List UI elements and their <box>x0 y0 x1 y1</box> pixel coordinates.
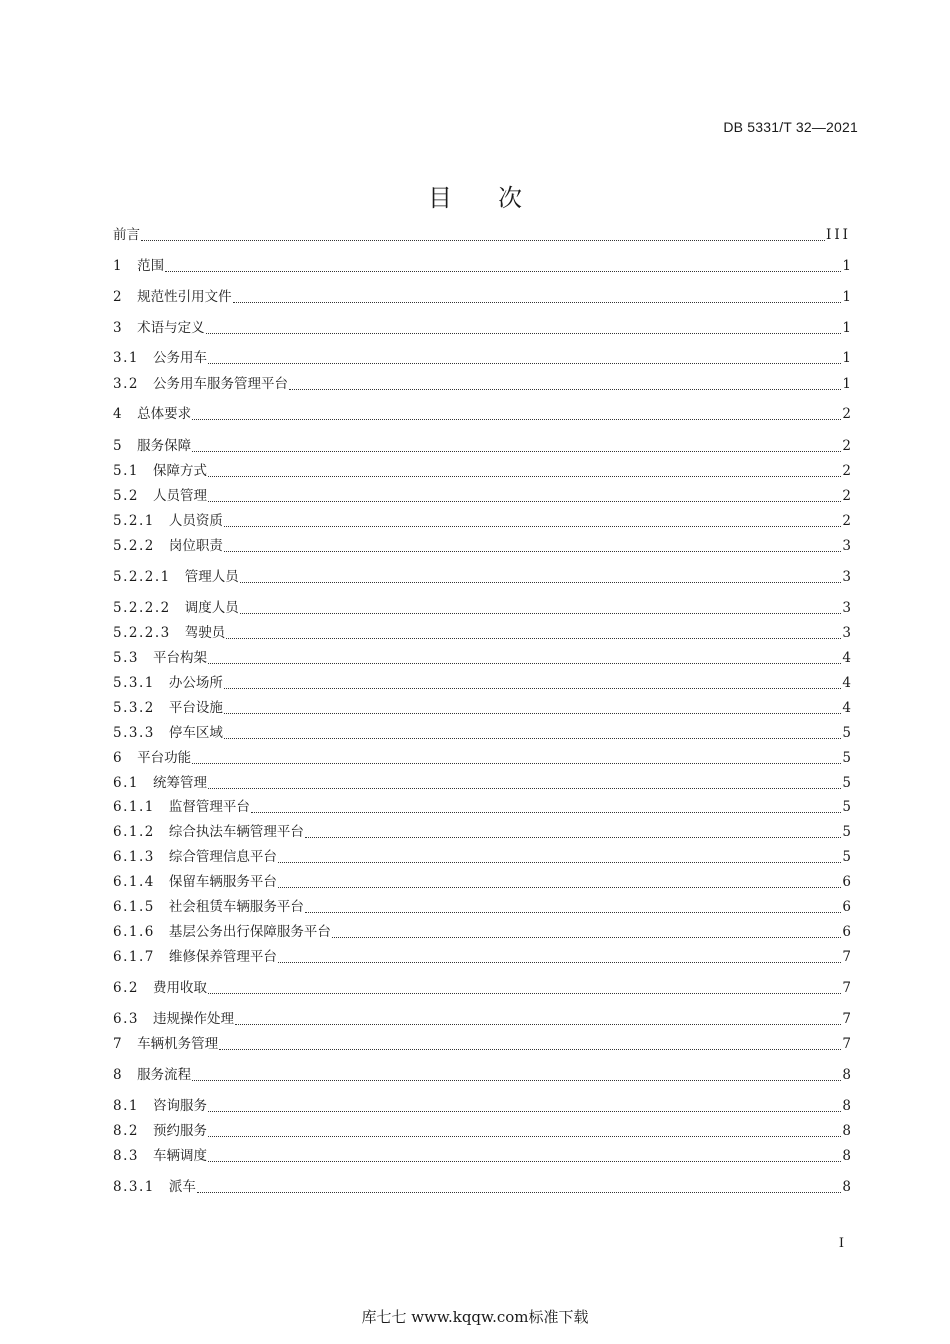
toc-entry-title: 管理人员 <box>184 569 239 585</box>
toc-leader-dots <box>208 475 841 477</box>
toc-entry-number: 7 <box>113 1036 124 1052</box>
toc-entry[interactable] <box>113 1178 851 1196</box>
toc-entry-page: 4 <box>842 675 851 691</box>
toc-leader-dots <box>251 811 842 813</box>
toc-entry-page: 2 <box>842 438 851 454</box>
toc-entry-number: 5.3.3 <box>113 725 155 741</box>
toc-entry-title: 预约服务 <box>152 1123 207 1139</box>
toc-leader-dots <box>192 450 841 452</box>
toc-entry[interactable] <box>113 462 851 480</box>
toc-entry-title: 范围 <box>137 258 165 274</box>
toc-entry-page: 6 <box>842 924 851 940</box>
toc-entry-title: 费用收取 <box>152 980 207 996</box>
toc-entry-number: 3.2 <box>113 376 139 392</box>
toc-entry-title: 驾驶员 <box>184 625 226 641</box>
toc-entry[interactable] <box>113 1122 851 1140</box>
toc-leader-dots <box>208 787 841 789</box>
toc-entry-title: 岗位职责 <box>168 538 223 554</box>
toc-entry-number: 6.1.5 <box>113 899 155 915</box>
toc-leader-dots <box>240 581 842 583</box>
toc-leader-dots <box>219 1048 841 1050</box>
toc-entry[interactable] <box>113 1035 851 1053</box>
toc-entry-page: 3 <box>842 600 851 616</box>
toc-entry-page: 3 <box>842 625 851 641</box>
toc-leader-dots <box>208 362 841 364</box>
toc-entry-title: 服务保障 <box>137 438 192 454</box>
toc-entry-page: 4 <box>842 650 851 666</box>
toc-leader-dots <box>208 500 841 502</box>
toc-entry[interactable] <box>113 257 851 275</box>
toc-leader-dots <box>224 737 842 739</box>
toc-entry-number: 6.1.2 <box>113 824 155 840</box>
toc-entry[interactable] <box>113 375 851 393</box>
toc-entry[interactable] <box>113 699 851 717</box>
toc-leader-dots <box>332 936 842 938</box>
toc-entry-number: 5.3.2 <box>113 700 155 716</box>
toc-entry-page: 1 <box>842 376 851 392</box>
toc-entry[interactable] <box>113 898 851 916</box>
toc-entry[interactable] <box>113 319 851 337</box>
toc-entry-number: 5.2.2.3 <box>113 625 171 641</box>
toc-entry-number: 3.1 <box>113 350 139 366</box>
toc-entry[interactable] <box>113 848 851 866</box>
toc-entry[interactable] <box>113 599 851 617</box>
toc-entry-title: 公务用车 <box>152 350 207 366</box>
toc-entry[interactable] <box>113 749 851 767</box>
toc-entry[interactable] <box>113 774 851 792</box>
toc-entry-number: 8.3 <box>113 1148 139 1164</box>
toc-entry-title: 停车区域 <box>168 725 223 741</box>
toc-entry-number: 5.2.1 <box>113 513 155 529</box>
toc-entry-title: 平台设施 <box>168 700 223 716</box>
toc-entry-title: 维修保养管理平台 <box>168 949 277 965</box>
toc-entry-page: 8 <box>842 1179 851 1195</box>
toc-entry-number: 2 <box>113 289 124 305</box>
toc-entry-number: 5.3.1 <box>113 675 155 691</box>
toc-entry-page: 2 <box>842 513 851 529</box>
toc-leader-dots <box>192 762 841 764</box>
toc-leader-dots <box>224 525 842 527</box>
watermark-text: 库七七 www.kqqw.com标准下载 <box>361 1308 589 1326</box>
toc-entry-number: 8.2 <box>113 1123 139 1139</box>
toc-leader-dots <box>235 1023 841 1025</box>
toc-entry-title: 办公场所 <box>168 675 223 691</box>
toc-entry[interactable] <box>113 437 851 455</box>
toc-leader-dots <box>289 388 841 390</box>
toc-entry-title: 人员资质 <box>168 513 223 529</box>
toc-leader-dots <box>240 612 842 614</box>
toc-entry-number: 8.3.1 <box>113 1179 155 1195</box>
toc-entry-page: 2 <box>842 463 851 479</box>
toc-leader-dots <box>208 662 841 664</box>
toc-entry-page: 5 <box>842 824 851 840</box>
toc-entry-number: 5.2.2 <box>113 538 155 554</box>
toc-entry-number: 6.1 <box>113 775 139 791</box>
toc-entry[interactable] <box>113 1097 851 1115</box>
toc-entry-number: 5.2 <box>113 488 139 504</box>
toc-entry[interactable] <box>113 487 851 505</box>
toc-entry[interactable] <box>113 649 851 667</box>
toc-entry[interactable] <box>113 873 851 891</box>
toc-entry-number: 6 <box>113 750 124 766</box>
toc-entry-page: III <box>826 227 851 243</box>
toc-entry-title: 规范性引用文件 <box>137 289 232 305</box>
toc-entry-number: 6.2 <box>113 980 139 996</box>
toc-entry-title: 保障方式 <box>152 463 207 479</box>
toc-entry-page: 1 <box>842 258 851 274</box>
toc-entry-page: 6 <box>842 874 851 890</box>
toc-leader-dots <box>224 687 842 689</box>
toc-leader-dots <box>208 1160 841 1162</box>
toc-entry-title: 咨询服务 <box>152 1098 207 1114</box>
toc-entry-title: 社会租赁车辆服务平台 <box>168 899 304 915</box>
toc-leader-dots <box>165 270 841 272</box>
toc-entry[interactable] <box>113 674 851 692</box>
toc-entry-number: 1 <box>113 258 124 274</box>
toc-entry-number: 5.2.2.2 <box>113 600 171 616</box>
toc-leader-dots <box>305 836 842 838</box>
document-code: DB 5331/T 32—2021 <box>723 119 858 135</box>
toc-entry-title: 调度人员 <box>184 600 239 616</box>
toc-entry-page: 3 <box>842 538 851 554</box>
toc-entry[interactable] <box>113 226 851 244</box>
toc-entry-page: 5 <box>842 799 851 815</box>
toc-leader-dots <box>197 1191 842 1193</box>
toc-entry[interactable] <box>113 948 851 966</box>
toc-leader-dots <box>305 911 842 913</box>
toc-entry-number: 5.3 <box>113 650 139 666</box>
toc-entry-number: 6.1.3 <box>113 849 155 865</box>
toc-leader-dots <box>206 332 842 334</box>
toc-leader-dots <box>141 239 825 241</box>
toc-entry-page: 8 <box>842 1148 851 1164</box>
toc-leader-dots <box>208 992 841 994</box>
toc-entry-title: 术语与定义 <box>137 320 205 336</box>
toc-entry-number: 6.3 <box>113 1011 139 1027</box>
toc-leader-dots <box>208 1110 841 1112</box>
toc-entry-title: 保留车辆服务平台 <box>168 874 277 890</box>
toc-entry-page: 5 <box>842 725 851 741</box>
toc-entry[interactable] <box>113 1066 851 1084</box>
toc-entry[interactable] <box>113 288 851 306</box>
toc-entry-number: 5.1 <box>113 463 139 479</box>
toc-entry-page: 1 <box>842 320 851 336</box>
toc-leader-dots <box>192 1079 841 1081</box>
toc-entry-page: 5 <box>842 775 851 791</box>
toc-entry[interactable] <box>113 823 851 841</box>
toc-entry[interactable] <box>113 798 851 816</box>
toc-entry-title: 公务用车服务管理平台 <box>152 376 288 392</box>
toc-entry-title: 车辆机务管理 <box>137 1036 219 1052</box>
page-number: I <box>838 1236 844 1251</box>
toc-entry[interactable] <box>113 405 851 423</box>
toc-entry-page: 5 <box>842 849 851 865</box>
toc-entry[interactable] <box>113 568 851 586</box>
toc-entry-number: 4 <box>113 406 124 422</box>
toc-entry[interactable] <box>113 624 851 642</box>
toc-entry[interactable] <box>113 724 851 742</box>
toc-entry[interactable] <box>113 349 851 367</box>
toc-entry-title: 总体要求 <box>137 406 192 422</box>
toc-entry[interactable] <box>113 1147 851 1165</box>
toc-entry[interactable] <box>113 512 851 530</box>
toc-leader-dots <box>233 301 842 303</box>
toc-entry-page: 4 <box>842 700 851 716</box>
toc-entry-page: 6 <box>842 899 851 915</box>
toc-entry-page: 7 <box>842 949 851 965</box>
toc-entry-title: 车辆调度 <box>152 1148 207 1164</box>
toc-entry-title: 人员管理 <box>152 488 207 504</box>
toc-entry-title: 平台功能 <box>137 750 192 766</box>
toc-entry[interactable] <box>113 979 851 997</box>
toc-leader-dots <box>278 961 842 963</box>
toc-entry-page: 5 <box>842 750 851 766</box>
toc-entry-page: 8 <box>842 1123 851 1139</box>
toc-entry[interactable] <box>113 923 851 941</box>
toc-entry-page: 8 <box>842 1098 851 1114</box>
toc-entry-title: 平台构架 <box>152 650 207 666</box>
toc-leader-dots <box>278 861 842 863</box>
toc-entry[interactable] <box>113 1010 851 1028</box>
toc-entry-title: 前言 <box>113 227 140 243</box>
toc-entry-number: 3 <box>113 320 124 336</box>
toc-entry-number: 6.1.4 <box>113 874 155 890</box>
toc-entry-page: 1 <box>842 289 851 305</box>
toc-entry-title: 派车 <box>168 1179 196 1195</box>
toc-entry-page: 7 <box>842 1036 851 1052</box>
toc-entry-title: 综合管理信息平台 <box>168 849 277 865</box>
toc-entry-number: 6.1.7 <box>113 949 155 965</box>
toc-leader-dots <box>224 712 842 714</box>
toc-leader-dots <box>224 550 842 552</box>
toc-entry-title: 基层公务出行保障服务平台 <box>168 924 331 940</box>
toc-entry-page: 2 <box>842 488 851 504</box>
toc-entry-title: 违规操作处理 <box>152 1011 234 1027</box>
toc-leader-dots <box>226 637 841 639</box>
toc-entry-page: 7 <box>842 980 851 996</box>
toc-entry-title: 综合执法车辆管理平台 <box>168 824 304 840</box>
toc-leader-dots <box>278 886 842 888</box>
toc-entry-number: 8.1 <box>113 1098 139 1114</box>
toc-entry-title: 服务流程 <box>137 1067 192 1083</box>
toc-entry-title: 监督管理平台 <box>168 799 250 815</box>
toc-entry-title: 统筹管理 <box>152 775 207 791</box>
toc-entry-page: 1 <box>842 350 851 366</box>
toc-leader-dots <box>192 418 841 420</box>
toc-entry-number: 6.1.1 <box>113 799 155 815</box>
toc-entry[interactable] <box>113 537 851 555</box>
toc-entry-number: 8 <box>113 1067 124 1083</box>
toc-entry-page: 7 <box>842 1011 851 1027</box>
toc-entry-page: 3 <box>842 569 851 585</box>
page-title: 目次 <box>428 184 568 212</box>
toc-leader-dots <box>208 1135 841 1137</box>
toc-entry-number: 6.1.6 <box>113 924 155 940</box>
toc-entry-page: 8 <box>842 1067 851 1083</box>
toc-entry-number: 5.2.2.1 <box>113 569 171 585</box>
toc-entry-number: 5 <box>113 438 124 454</box>
toc-entry-page: 2 <box>842 406 851 422</box>
